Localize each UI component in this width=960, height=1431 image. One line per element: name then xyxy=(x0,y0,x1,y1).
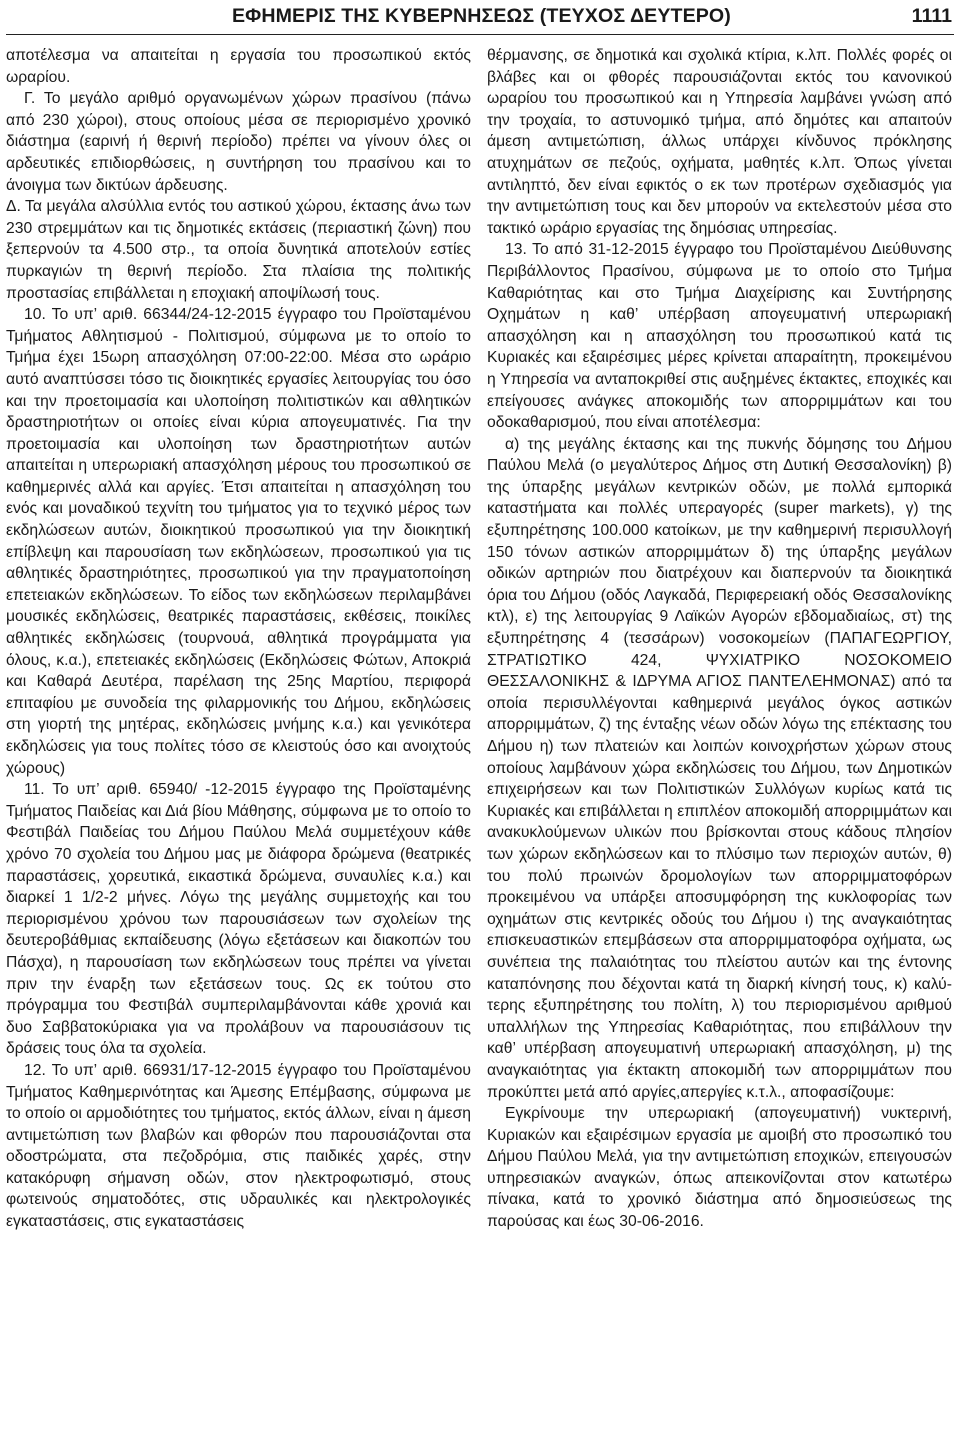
paragraph: αποτέλεσμα να απαιτείται η εργασία του προσωπικού εκτός ωραρίου. xyxy=(6,47,471,86)
paragraph: Δ. Τα μεγάλα αλσύλλια εντός του αστικού χώρου, έκτασης άνω των 230 στρεμμάτων και τις δημοτικές εκτάσεις (περιαστική ζώνη) που ξεπερνούν τα 4.500 στρ., τα οποία δυνητικά αποτελούν εστίες πυρκαγιών τη θερινή περίοδο. Στα πλαίσια της πολιτικής προστασίας επιβάλλεται η εποχιακή αποψίλωσή τους. xyxy=(6,198,471,302)
paragraph: α) της μεγάλης έκτασης και της πυκνής δόμησης του Δήμου Παύλου Μελά (ο μεγαλύτερος Δήμος στη Δυτική Θεσσαλονίκη) β) της ύπαρξης μεγάλων κεντρικών οδών, με πολλά εμπορικά καταστήματα και πολλές υπεραγορές (super markets), γ) της εξυπηρέτησης 100.000 κατοίκων, με την καθημερινή περισυλλογή 150 τόνων αστικών απορριμμάτων δ) της ύπαρξης μεγάλων οδικών αρτηριών που διατρέχουν και διαπερνούν τα διοικητικά όρια του Δήμου (οδός Λαγκαδά, Περιφερειακή οδός Θεσσαλονίκης κτλ), ε) της λειτουργίας 9 Λαϊκών Αγορών εβδομαδιαίως, στ) της εξυπηρέτησης 4 (τεσσάρων) νοσοκομείων (ΠΑΠΑΓΕΩΡΓΙΟΥ, ΣΤΡΑΤΙΩΤΙΚΟ 424, ΨΥΧΙΑΤΡΙΚΟ ΝΟΣΟΚΟΜΕΙΟ ΘΕΣΣΑΛΟΝΙΚΗΣ & ΙΔΡΥΜΑ ΑΓΙΟΣ ΠΑΝΤΕΛΕΗΜΟΝΑΣ) από τα οποία περισυλλέγονται καθημερινά μεγάλος όγκος αστικών απορριμμάτων, ζ) της ένταξης νέων οδών λόγω της επέκτασης του Δήμου η) των πλατειών και λοιπών κοινοχρήστων χώρων στους οποίους λαμβάνουν χώρα εκδηλώσεις του Δήμου, των Δημοτικών επιχειρήσεων και των Πολιτιστικών Συλλόγων κυρίως κατά τις Κυριακές και επιβάλλεται η επιπλέον αποκομιδή απορριμμάτων και ανακυκλούμενων υλικών που βρίσκονται στους κάδους πλησίον των χώρων εκδηλώσεων και το πλύσιμο των περιοχών αυτών, θ) του πολύ πρωινών δρομολογίων των απορριμματοφόρων προκειμένου να υπάρξει αποσυμφόρηση της κυκλοφορίας των οχημάτων στις κεντρικές οδούς του Δήμου ι) της αναγκαιότητας επισκευαστικών επεμβάσεων στα απορριμματοφόρα οχήματα, ως συνέπεια της παλαιότητας του πλείστου αυτών και της έντονης καταπόνησης που δέχονται κατά τη διαρκή κίνησή τους, κ) καλύτερης εξυπηρέτησης του πολίτη, λ) του περιορισμένου αριθμού υπαλλήλων της Υπηρεσίας Καθαριότητας, που επιβάλλουν την καθ’ υπέρβαση απογευματινή υπερωριακή απασχόληση, μ) της αναγκαιότητας για έκτακτη αποκομιδή των απορριμμάτων που προκύπτει μετά από αργίες,απεργίες κ.τ.λ., αποφασίζουμε: xyxy=(487,435,952,1101)
paragraph: 12. Το υπ’ αριθ. 66931/17-12-2015 έγγραφο του Προϊσταμένου Τμήματος Καθημερινότητας και Άμεσης Επέμβασης, σύμφωνα με το οποίο οι αρμοδιότητες του τμήματος, εκτός άλλων, είναι η άμεση αντιμετώπιση των βλαβών και φθορών που παρουσιάζονται στα οδοστρώματα, στα πεζοδρόμια, στις παιδικές χαρές, στην κατακόρυφη σήμανση οδών, στον ηλεκτροφωτισμό, στους φωτεινούς σηματοδότες, στις υδραυλικές και ηλεκτρολογικές εγκαταστάσεις, στις εγκαταστάσεις xyxy=(6,1061,471,1231)
right-column xyxy=(487,45,952,1233)
gazette-title: ΕΦΗΜΕΡΙΣ ΤΗΣ ΚΥΒΕΡΝΗΣΕΩΣ (ΤΕΥΧΟΣ ΔΕΥΤΕΡΟ) xyxy=(232,5,731,27)
paragraph: Εγκρίνουμε την υπερωριακή (απογευματινή) νυκτερινή, Κυριακών και εξαιρέσιμων εργασία με αμοιβή στο προσωπικό του Δήμου Παύλου Μελά, για την αντιμετώπιση εποχικών, επειγουσών υπηρεσιακών αναγκών, όπως απεικονίζονται στον κατωτέρω πίνακα, κατά το χρονικό διάστημα από δημοσιεύσεως της παρούσας και έως 30-06-2016. xyxy=(487,1105,952,1231)
header-rule xyxy=(6,34,954,35)
paragraph: θέρμανσης, σε δημοτικά και σχολικά κτίρια, κ.λπ. Πολλές φορές οι βλάβες και οι φθορές παρουσιάζονται εκτός του κανονικού ωραρίου του προσωπικού και η Υπηρεσία λαμβάνει γνώση από την τροχαία, το αστυνομικό τμήμα, από δημότες και απαιτούν άμεση αντιμετώπιση, άλλως υπάρχει κίνδυνος πρόκλησης ατυχημάτων σε πεζούς, οχήματα, μαθητές κ.λπ. Όπως γίνεται αντιληπτό, δεν είναι εφικτός ο εκ των προτέρων σχεδιασμός για την αντιμετώπιση τους και δεν μπορούν να εκτελεστούν μέσα στο τακτικό ωράριο εργασίας της δημόσιας υπηρεσίας. xyxy=(487,47,952,237)
left-column xyxy=(6,45,471,1233)
paragraph: 13. Το από 31-12-2015 έγγραφο του Προϊσταμένου Διεύθυνσης Περιβάλλοντος Πρασίνου, σύμφωνα με το οποίο στο Τμήμα Καθαριότητας και στο Τμήμα Διαχείρισης και Συντήρησης Οχημάτων η καθ’ υπέρβαση απογευματινή υπερωριακή απασχόληση και η απασχόληση του προσωπικού κατά τις Κυριακές και εξαιρέσιμες μέρες κρίνεται απαραίτητη, προκειμένου η Υπηρεσία να ανταποκριθεί στις αυξημένες έκτακτες, εποχικές και επείγουσες ανάγκες αποκομιδής των απορριμμάτων και του οδοκαθαρισμού, που είναι αποτέλεσμα: xyxy=(487,241,952,432)
paragraph: 10. Το υπ’ αριθ. 66344/24-12-2015 έγγραφο του Προϊσταμένου Τμήματος Αθλητισμού - Πολιτισμού, σύμφωνα με το οποίο το Τμήμα έχει 15ωρη απασχόληση 07:00-22:00. Μέσα στο ωράριο αυτό αναπτύσσει τόσο τις διοικητικές εργασίες λειτουργίας του όσο και την προετοιμασία και υλοποίηση πολιτιστικών και αθλητικών δραστηριοτήτων οι οποίες είναι κύρια απογευματινές. Για την προετοιμασία και υλοποίηση των δραστηριοτήτων αυτών απαιτείται η υπερωριακή απασχόληση μέρους του προσωπικού σε καθημερινές αλλά και αργίες. Έτσι απαιτείται η απασχόληση του ενός και μοναδικού τεχνίτη του τμήματος για το τεχνικό μέρος των εκδηλώσεων αυτών, διοικητικού προσωπικού για την διοικητική επίβλεψη και παρουσίαση των εκδηλώσεων, προσωπικού για τις αθλητικές δραστηριότητες, προσωπικού για την πραγματοποίηση επετειακών εκδηλώσεων. Το είδος των εκδηλώσεων περιλαμβάνει μουσικές εκδηλώσεις, θεατρικές παραστάσεις, εκθέσεις, ποικίλες αθλητικές εκδηλώσεις (τουρνουά, αθλητικά προγράμματα για όλους, κ.α.), επετειακές εκδηλώσεις (Εκδηλώσεις Φώτων, Αποκριά και Καθαρά Δευτέρα, παρέλαση της 25ης Μαρτίου, περιφορά επιταφίου με συνοδεία της φιλαρμονικής του Δήμου, εκδηλώσεις στη γιορτή της μητέρας, εκδηλώσεις μνήμης κ.α.) και γενικότερα εκδηλώσεις για τους πολίτες τόσο σε κλειστούς όσο και ανοιχτούς χώρους) xyxy=(6,306,471,777)
page-header xyxy=(0,0,960,36)
page-number: 1111 xyxy=(911,5,952,27)
text-columns xyxy=(6,45,952,1233)
paragraph: Γ. Το μεγάλο αριθμό οργανωμένων χώρων πρασίνου (πάνω από 230 χώροι), στους οποίους μέσα σε περιορισμένο χρονικό διάστημα (εαρινή ή θερινή περίοδο) πρέπει να γίνουν όλες οι αρδευτικές επιδιορθώσεις, η συντήρηση του πρασίνου και το άνοιγμα των δικτύων άρδευσης. xyxy=(6,90,471,194)
paragraph: 11. Το υπ’ αριθ. 65940/ -12-2015 έγγραφο της Προϊσταμένης Τμήματος Παιδείας και Διά βίου Μάθησης, σύμφωνα με το οποίο το Φεστιβάλ Παιδείας του Δήμου Παύλου Μελά συμμετέχουν κάθε χρόνο 70 σχολεία του Δήμου μας με διάφορα δρώμενα (θεατρικές παραστάσεις, χορευτικά, εικαστικά δρώμενα, συναυλίες κ.α.) και διαρκεί 1 1/2-2 μήνες. Λόγω της μεγάλης συμμετοχής και του περιορισμένου χρόνου των παρουσιάσεων των σχολείων της δευτεροβάθμιας εκπαίδευσης (λόγω εξετάσεων και διακοπών του Πάσχα), η παρουσίαση των εκδηλώσεων τους πρέπει να γίνεται πριν την έναρξη των εξετάσεων τους. Ως εκ τούτου στο πρόγραμμα του Φεστιβάλ συμπεριλαμβάνονται κάθε χρονιά και δυο Σαββατοκύριακα για να προλάβουν να παρουσιάσουν τις δράσεις τους όλα τα σχολεία. xyxy=(6,781,471,1058)
